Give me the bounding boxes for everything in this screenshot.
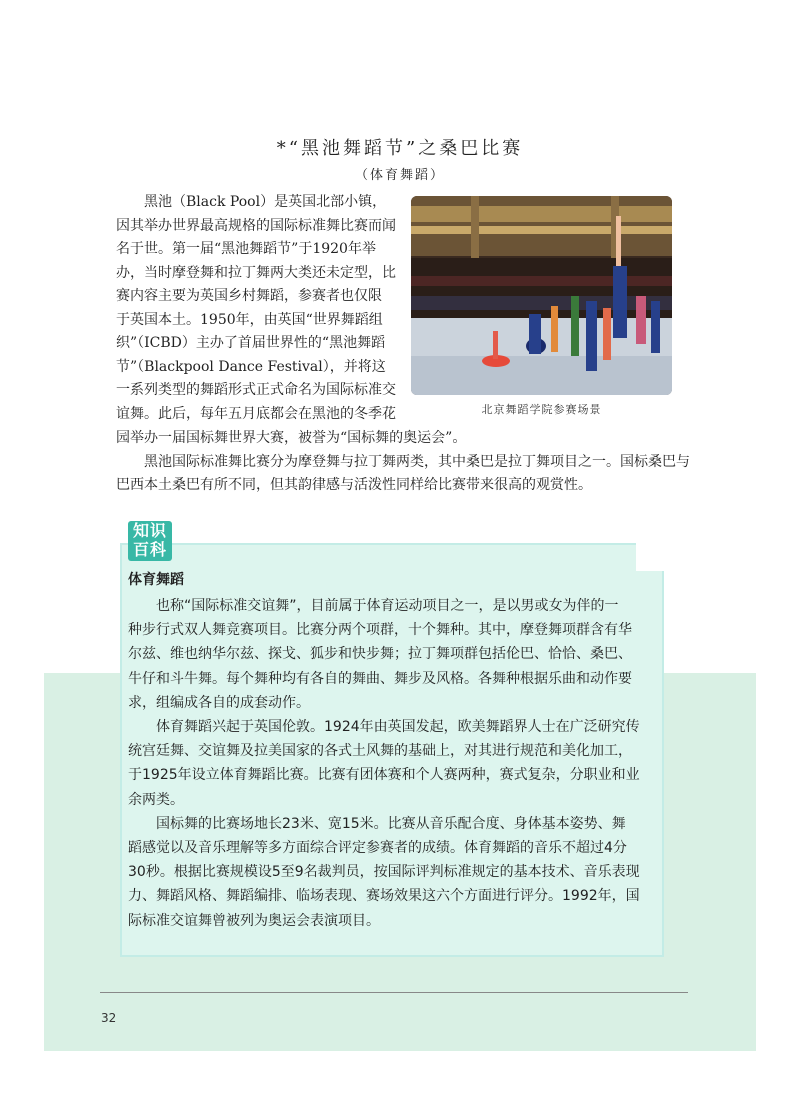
- text-line: 蹈感觉以及音乐理解等多方面综合评定参赛者的成绩。体育舞蹈的音乐不超过4分: [128, 840, 627, 857]
- text-line: 余两类。: [128, 791, 184, 808]
- text-line: 园举办一届国标舞世界大赛，被誉为“国标舞的奥运会”。: [116, 430, 467, 446]
- knowledge-text: [128, 594, 660, 933]
- knowledge-heading: 体育舞蹈: [128, 572, 184, 588]
- text-line: 因其举办世界最高规格的国际标准舞比赛而闻: [116, 217, 396, 234]
- box-corner-cut: [636, 543, 664, 571]
- knowledge-tag: [128, 521, 172, 561]
- text-line: 际标准交谊舞曾被列为奥运会表演项目。: [128, 912, 380, 929]
- text-line: 30秒。根据比赛规模设5至9名裁判员，按国际评判标准规定的基本技术、音乐表现: [128, 864, 640, 881]
- paragraph-2: 黑池国际标准舞比赛分为摩登舞与拉丁舞两类，其中桑巴是拉丁舞项目之一。国标桑巴与巴西本土桑巴有所不同，但其韵律感与活泼性同样给比赛带来很高的观赏性。: [116, 453, 690, 493]
- text-line: 也称“国际标准交谊舞”，目前属于体育运动项目之一，是以男或女为伴的一: [128, 598, 619, 614]
- text-line: 办，当时摩登舞和拉丁舞两大类还未定型，比: [116, 264, 396, 281]
- text-line: 谊舞。此后，每年五月底都会在黑池的冬季花: [116, 405, 396, 422]
- article-subtitle: （体育舞蹈）: [354, 168, 445, 183]
- article-title: *“黑池舞蹈节”之桑巴比赛: [276, 138, 524, 159]
- knowledge-paragraph: [128, 715, 660, 812]
- text-line: 赛内容主要为英国乡村舞蹈，参赛者也仅限: [116, 288, 382, 304]
- footer-divider: [100, 992, 688, 993]
- text-line: 织”（ICBD）主办了首届世界性的“黑池舞蹈: [116, 335, 386, 351]
- text-line: 名于世。第一届“黑池舞蹈节”于1920年举: [116, 241, 376, 257]
- text-line: 节”（Blackpool Dance Festival），并将这: [116, 358, 386, 375]
- tag-line: 百科: [132, 540, 167, 559]
- text-line: 力、舞蹈风格、舞蹈编排、临场表现、赛场效果这六个方面进行评分。1992年，国: [128, 888, 640, 905]
- text-line: 种步行式双人舞竞赛项目。比赛分两个项群，十个舞种。其中，摩登舞项群含有华: [128, 622, 632, 639]
- page-number: 32: [101, 1011, 117, 1025]
- photo-caption: 北京舞蹈学院参赛场景: [481, 403, 602, 416]
- text-line: 牛仔和斗牛舞。每个舞种均有各自的舞曲、舞步及风格。各舞种根据乐曲和动作要: [128, 670, 632, 687]
- text-line: 黑池（Black Pool）是英国北部小镇，: [116, 194, 387, 210]
- knowledge-paragraph: [128, 812, 660, 933]
- text-line: 统宫廷舞、交谊舞及拉美国家的各式土风舞的基础上，对其进行规范和美化加工，: [128, 743, 632, 760]
- text-line: 求，组编成各自的成套动作。: [128, 694, 310, 711]
- text-line: 国标舞的比赛场地长23米、宽15米。比赛从音乐配合度、身体基本姿势、舞: [128, 815, 626, 832]
- text-line: 体育舞蹈兴起于英国伦敦。1924年由英国发起，欧美舞蹈界人士在广泛研究传: [128, 719, 640, 736]
- continuation-paragraph: [116, 427, 690, 498]
- intro-paragraph: [116, 191, 412, 426]
- text-line: 于英国本土。1950年，由英国“世界舞蹈组: [116, 311, 383, 328]
- tag-line: 知识: [132, 521, 167, 540]
- text-line: 尔兹、维也纳华尔兹、探戈、狐步和快步舞；拉丁舞项群包括伦巴、恰恰、桑巴、: [128, 646, 632, 663]
- text-line: 一系列类型的舞蹈形式正式命名为国际标准交: [116, 382, 396, 398]
- dance-competition-photo: [411, 196, 672, 395]
- knowledge-paragraph: [128, 594, 660, 715]
- text-line: 于1925年设立体育舞蹈比赛。比赛有团体赛和个人赛两种，赛式复杂，分职业和业: [128, 767, 640, 784]
